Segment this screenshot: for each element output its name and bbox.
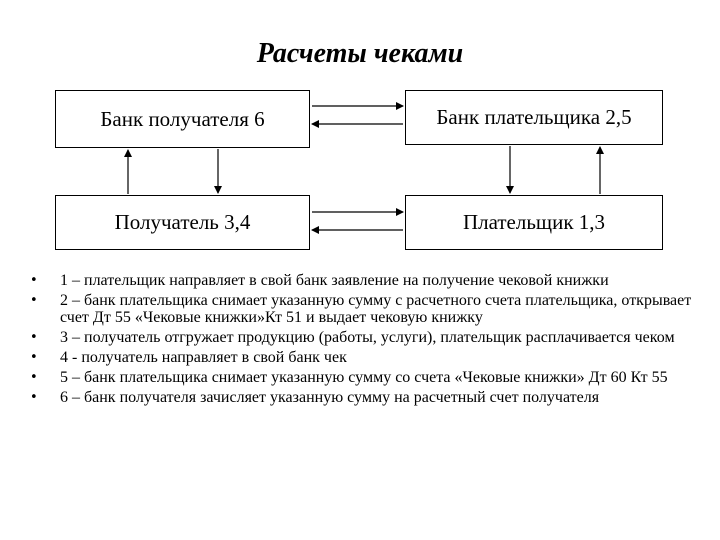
bank-payer-box: [405, 90, 663, 145]
list-item: [30, 389, 700, 406]
bank-recipient-box: [55, 90, 310, 148]
list-item: [30, 349, 700, 366]
bank-recipient-label: Банк получателя 6: [100, 106, 265, 131]
note-text: 2 – банк плательщика снимает указанную сумму с расчетного счета плательщика, открывает счет Дт 55 «Чековые книжки»Кт 51 и выдает чековую книжку: [60, 292, 692, 326]
notes-list: [30, 272, 700, 409]
recipient-label: Получатель 3,4: [114, 210, 251, 234]
recipient-box: [55, 195, 310, 250]
note-text: 1 – плательщик направляет в свой банк заявление на получение чековой книжки: [60, 272, 609, 289]
note-text: 3 – получатель отгружает продукцию (работы, услуги), плательщик расплачивается чеком: [60, 329, 675, 346]
bank-payer-label: Банк плательщика 2,5: [436, 105, 632, 129]
note-text: 5 – банк плательщика снимает указанную сумму со счета «Чековые книжки» Дт 60 Кт 55: [60, 369, 668, 386]
bullet-icon: •: [30, 370, 38, 385]
note-text: 4 - получатель направляет в свой банк чек: [60, 349, 347, 366]
bullet-icon: •: [30, 390, 38, 405]
diagram-title: Расчеты чеками: [256, 38, 464, 69]
payer-label: Плательщик 1,3: [462, 210, 606, 234]
list-item: [30, 329, 700, 346]
list-item: [30, 369, 700, 386]
list-item: [30, 272, 700, 289]
list-item: [30, 292, 700, 326]
bullet-icon: •: [30, 350, 38, 365]
note-text: 6 – банк получателя зачисляет указанную сумму на расчетный счет получателя: [60, 389, 600, 406]
payer-box: [405, 195, 663, 250]
bullet-icon: •: [30, 293, 38, 308]
bullet-icon: •: [30, 330, 38, 345]
bullet-icon: •: [30, 273, 38, 288]
